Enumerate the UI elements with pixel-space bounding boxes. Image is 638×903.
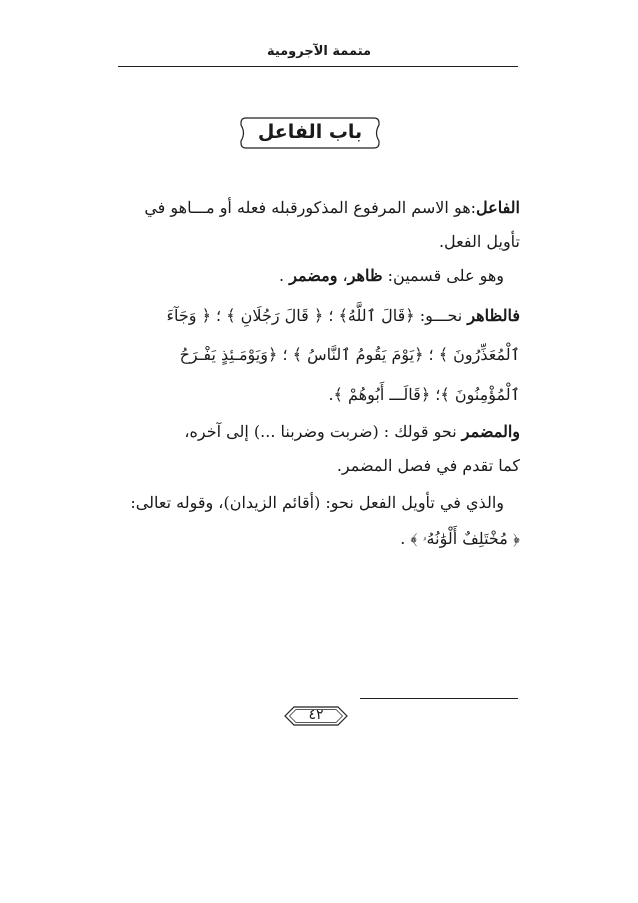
text-line-6 (328, 384, 520, 406)
mudmar-example: نحو قولك : (ضربت وضربنا ...) إلى آخره، (184, 422, 462, 441)
quran-example-final: ﴿ مُخْتَلِفٌ أَلْوَٰنُهُۥ ﴾ . (400, 529, 520, 548)
text-line-9 (122, 492, 504, 514)
page-number: ٤٢ (308, 707, 324, 723)
term-fa3il: الفاعل (476, 198, 520, 217)
term-wal-mudmar: والمضمر (461, 422, 520, 441)
separator-comma: ، (337, 266, 348, 285)
text-line-2 (439, 231, 520, 253)
cross-reference: كما تقدم في فصل المضمر. (336, 456, 520, 475)
text-line-3 (279, 265, 504, 287)
interpretive-text: والذي في تأويل الفعل نحو: (أقائم الزيدان)، وقوله تعالى: (130, 493, 504, 512)
header-rule (118, 66, 518, 67)
quran-examples-3: ٱلْمُؤْمِنُونَ ﴾؛ ﴿قَالَـــ أَبُوهُمْ ﴾. (328, 385, 520, 404)
term-mudmar: ومضمر (289, 266, 338, 285)
chapter-title-frame (240, 117, 380, 149)
text-line-7 (122, 421, 520, 443)
page-number-badge (284, 706, 348, 726)
term-zahir: ظاهر (347, 266, 383, 285)
running-header: متممة الآجرومية (266, 44, 372, 59)
chapter-title: باب الفاعل (257, 121, 363, 143)
quran-examples-1: نحـــو: ﴿قَالَ ٱللَّهُ﴾ ؛ ﴿ قَالَ رَجُلَانِ ﴾ ؛ ﴿ وَجَآءَ (166, 306, 468, 325)
footer-rule (360, 698, 518, 699)
text-line-4 (122, 305, 520, 327)
line-end-dot: . (279, 266, 290, 285)
definition-text: :هو الاسم المرفوع المذكورقبله فعله أو مـــاهو في (144, 198, 477, 217)
definition-continuation: تأويل الفعل. (438, 232, 520, 251)
text-line-5 (122, 344, 520, 366)
term-fal-zahir: فالظاهر (467, 306, 520, 325)
division-text: وهو على قسمين: (382, 266, 504, 285)
text-line-1 (122, 197, 520, 219)
text-line-10 (400, 528, 520, 550)
text-line-8 (337, 455, 520, 477)
quran-examples-2: ٱلْمُعَذِّرُونَ ﴾ ؛ ﴿يَوْمَ يَقُومُ ٱلنَّاسُ ﴾ ؛ ﴿وَيَوْمَـئِذٍ يَفْـرَحُ (179, 345, 520, 364)
